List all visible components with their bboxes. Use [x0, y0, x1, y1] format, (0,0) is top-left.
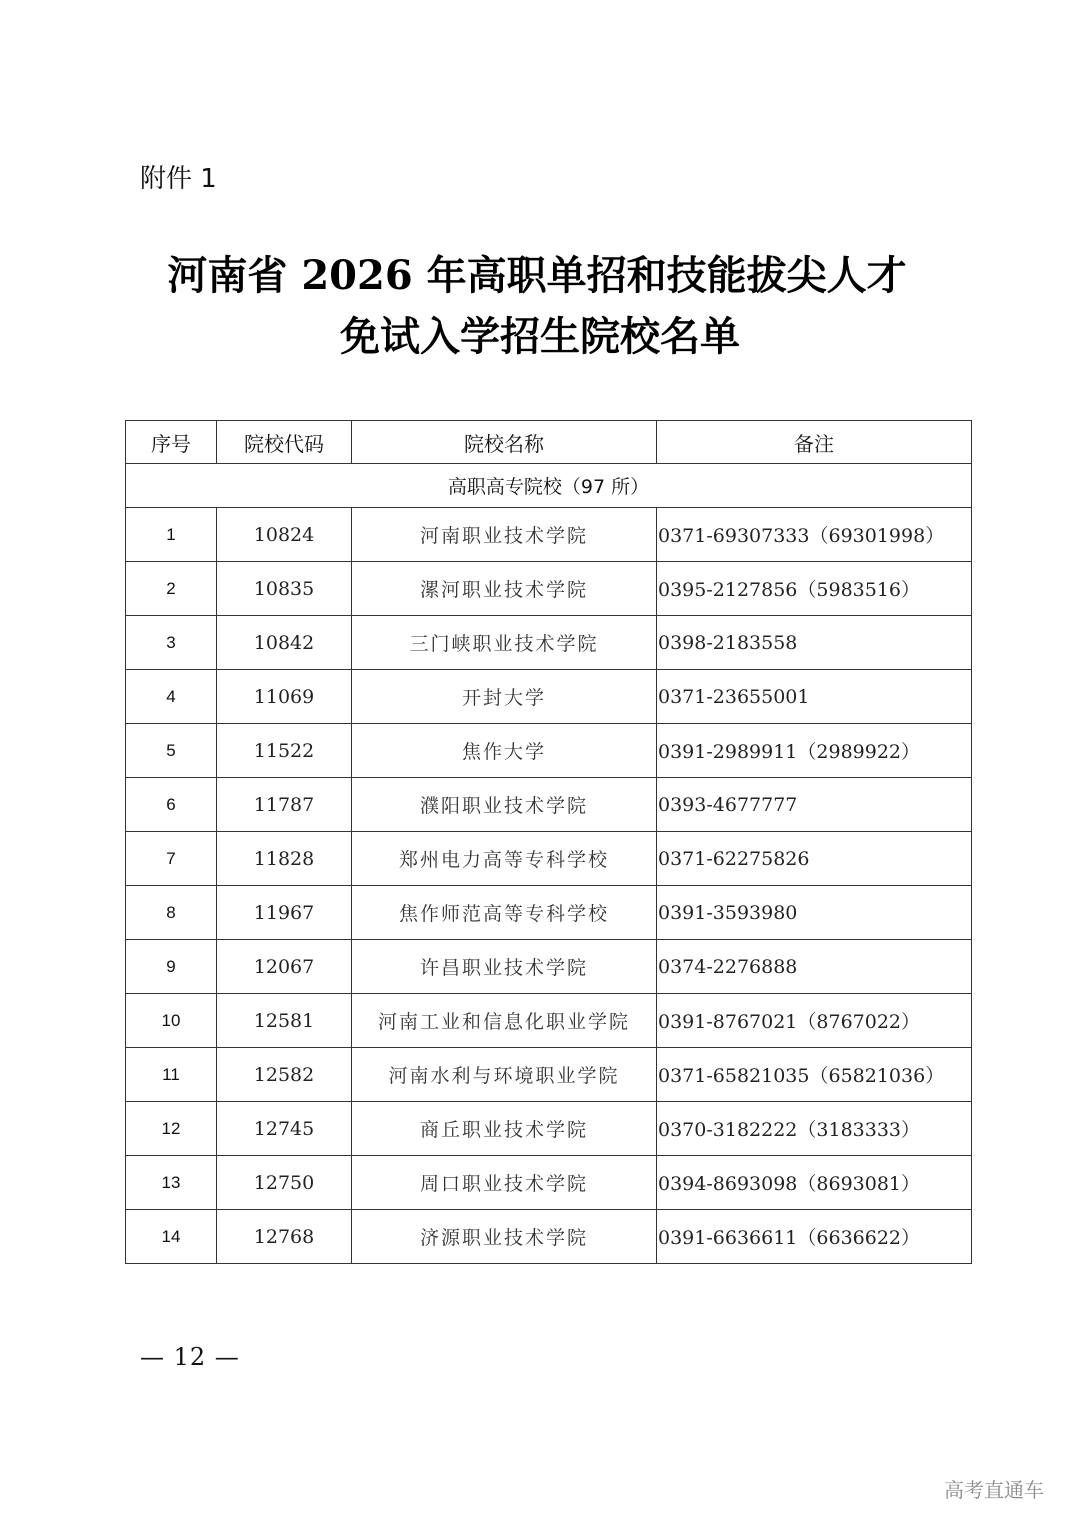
- table-row: [126, 940, 972, 994]
- school-code: 12581: [217, 994, 352, 1048]
- school-phone: 0374-2276888: [657, 940, 972, 994]
- school-code: 12745: [217, 1102, 352, 1156]
- row-number: 4: [126, 670, 217, 724]
- row-number: 14: [126, 1210, 217, 1264]
- watermark: 高考直通车: [944, 1478, 1044, 1502]
- school-name: 三门峡职业技术学院: [352, 616, 657, 670]
- table-row: [126, 778, 972, 832]
- school-phone: 0371-62275826: [657, 832, 972, 886]
- row-number: 11: [126, 1048, 217, 1102]
- row-number: 12: [126, 1102, 217, 1156]
- table-row: [126, 670, 972, 724]
- table-row: [126, 562, 972, 616]
- school-phone: 0370-3182222（3183333）: [657, 1102, 972, 1156]
- table-row: [126, 508, 972, 562]
- school-name: 河南工业和信息化职业学院: [352, 994, 657, 1048]
- school-name: 河南水利与环境职业学院: [352, 1048, 657, 1102]
- school-list-table: [125, 420, 972, 1264]
- attachment-label: 附件 1: [140, 164, 217, 194]
- school-phone: 0394-8693098（8693081）: [657, 1156, 972, 1210]
- school-code: 10842: [217, 616, 352, 670]
- school-code: 10824: [217, 508, 352, 562]
- school-phone: 0393-4677777: [657, 778, 972, 832]
- header-code: 院校代码: [217, 421, 352, 464]
- school-code: 12582: [217, 1048, 352, 1102]
- table-row: [126, 1102, 972, 1156]
- row-number: 7: [126, 832, 217, 886]
- school-code: 12067: [217, 940, 352, 994]
- row-number: 9: [126, 940, 217, 994]
- header-num: 序号: [126, 421, 217, 464]
- section-title: 高职高专院校（97 所）: [126, 464, 972, 508]
- row-number: 2: [126, 562, 217, 616]
- row-number: 1: [126, 508, 217, 562]
- row-number: 5: [126, 724, 217, 778]
- school-name: 商丘职业技术学院: [352, 1102, 657, 1156]
- row-number: 3: [126, 616, 217, 670]
- school-phone: 0391-8767021（8767022）: [657, 994, 972, 1048]
- page-number: — 12 —: [140, 1343, 240, 1371]
- school-name: 河南职业技术学院: [352, 508, 657, 562]
- school-name: 焦作大学: [352, 724, 657, 778]
- table-row: [126, 724, 972, 778]
- document-title-line-1: 河南省 2026 年高职单招和技能拔尖人才: [167, 252, 907, 299]
- school-name: 周口职业技术学院: [352, 1156, 657, 1210]
- school-name: 济源职业技术学院: [352, 1210, 657, 1264]
- school-phone: 0391-2989911（2989922）: [657, 724, 972, 778]
- table-row: [126, 1048, 972, 1102]
- table-row: [126, 1156, 972, 1210]
- table-row: [126, 616, 972, 670]
- row-number: 6: [126, 778, 217, 832]
- school-phone: 0371-23655001: [657, 670, 972, 724]
- table-row: [126, 994, 972, 1048]
- table-row: [126, 886, 972, 940]
- school-name: 开封大学: [352, 670, 657, 724]
- school-code: 11069: [217, 670, 352, 724]
- school-name: 焦作师范高等专科学校: [352, 886, 657, 940]
- school-code: 11967: [217, 886, 352, 940]
- school-phone: 0395-2127856（5983516）: [657, 562, 972, 616]
- school-code: 12768: [217, 1210, 352, 1264]
- school-phone: 0391-3593980: [657, 886, 972, 940]
- row-number: 8: [126, 886, 217, 940]
- table-header-row: [126, 421, 972, 464]
- document-title-line-2: 免试入学招生院校名单: [340, 313, 740, 360]
- school-code: 11828: [217, 832, 352, 886]
- school-code: 11787: [217, 778, 352, 832]
- school-phone: 0398-2183558: [657, 616, 972, 670]
- school-name: 郑州电力高等专科学校: [352, 832, 657, 886]
- row-number: 10: [126, 994, 217, 1048]
- header-note: 备注: [657, 421, 972, 464]
- school-code: 12750: [217, 1156, 352, 1210]
- school-code: 11522: [217, 724, 352, 778]
- school-name: 许昌职业技术学院: [352, 940, 657, 994]
- table-row: [126, 1210, 972, 1264]
- school-code: 10835: [217, 562, 352, 616]
- section-row: [126, 464, 972, 508]
- school-phone: 0391-6636611（6636622）: [657, 1210, 972, 1264]
- school-phone: 0371-65821035（65821036）: [657, 1048, 972, 1102]
- header-name: 院校名称: [352, 421, 657, 464]
- table-row: [126, 832, 972, 886]
- school-phone: 0371-69307333（69301998）: [657, 508, 972, 562]
- school-name: 漯河职业技术学院: [352, 562, 657, 616]
- row-number: 13: [126, 1156, 217, 1210]
- school-name: 濮阳职业技术学院: [352, 778, 657, 832]
